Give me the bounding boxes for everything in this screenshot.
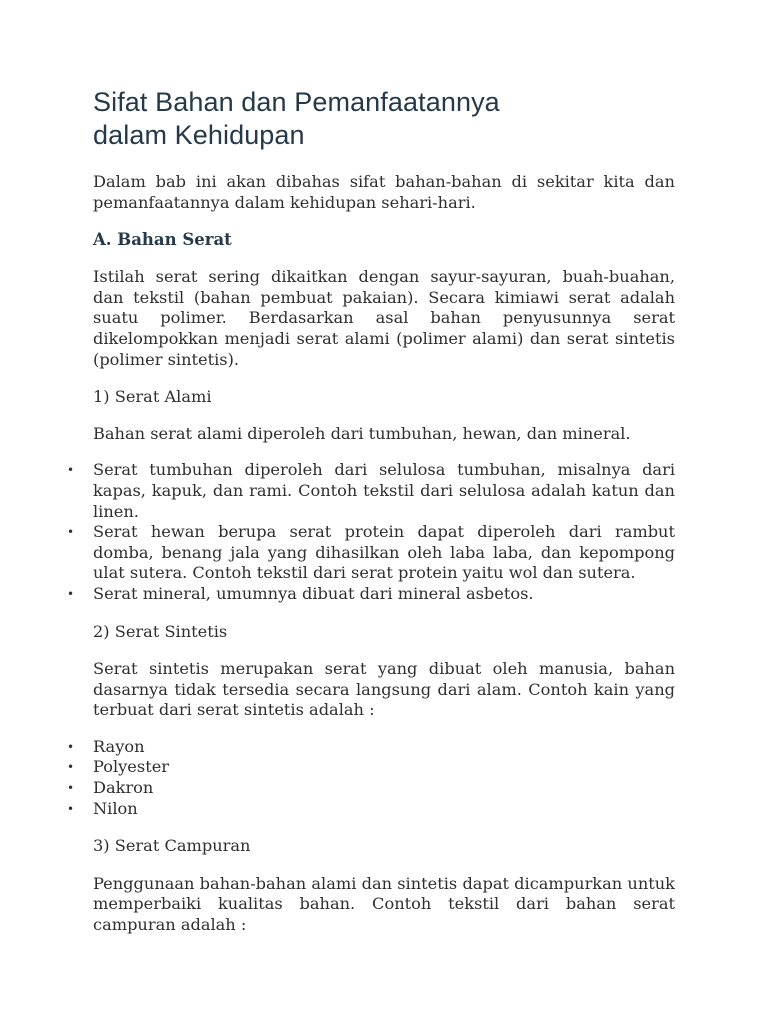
- serat-alami-list: [67, 460, 675, 604]
- list-item: [67, 778, 675, 799]
- serat-alami-paragraph: Bahan serat alami diperoleh dari tumbuhan, hewan, dan mineral.: [93, 423, 631, 443]
- bullet-icon: •: [67, 739, 75, 754]
- list-item-text: Serat mineral, umumnya dibuat dari mineral asbetos.: [93, 583, 534, 603]
- list-item-text: Serat tumbuhan diperoleh dari selulosa tumbuhan, misalnya dari kapas, kapuk, dan rami. Contoh tekstil dari selulosa adalah katun dan linen.: [93, 460, 675, 521]
- bullet-icon: •: [67, 801, 75, 816]
- list-item-text: Serat hewan berupa serat protein dapat diperoleh dari rambut domba, benang jala yang dihasilkan oleh laba laba, dan kepompong ulat sutera. Contoh tekstil dari serat protein yaitu wol dan sutera.: [93, 522, 675, 583]
- list-item: [67, 522, 675, 584]
- document-page: [67, 86, 675, 936]
- serat-sintetis-list: [67, 736, 675, 819]
- bullet-icon: •: [67, 586, 75, 601]
- bullet-icon: •: [67, 525, 75, 540]
- section-heading-bahan-serat: A. Bahan Serat: [93, 230, 232, 250]
- intro-paragraph: Dalam bab ini akan dibahas sifat bahan-bahan di sekitar kita dan pemanfaatannya dalam kehidupan sehari-hari.: [93, 172, 675, 212]
- list-item: [67, 757, 675, 778]
- subheading-serat-campuran: 3) Serat Campuran: [93, 836, 251, 856]
- page-title: [93, 86, 675, 152]
- list-item: [67, 798, 675, 820]
- list-item: [67, 583, 675, 605]
- list-item: [67, 460, 675, 522]
- bullet-icon: •: [67, 760, 75, 775]
- title-line-2: dalam Kehidupan: [93, 120, 305, 150]
- list-item-text: Polyester: [93, 757, 170, 777]
- bullet-icon: •: [67, 463, 75, 478]
- serat-campuran-paragraph: Penggunaan bahan-bahan alami dan sintetis dapat dicampurkan untuk memperbaiki kualitas bahan. Contoh tekstil dari bahan serat campuran adalah :: [93, 873, 675, 935]
- subheading-serat-sintetis: 2) Serat Sintetis: [93, 621, 228, 641]
- title-line-1: Sifat Bahan dan Pemanfaatannya: [93, 87, 500, 117]
- bullet-icon: •: [67, 781, 75, 796]
- serat-sintetis-paragraph: Serat sintetis merupakan serat yang dibuat oleh manusia, bahan dasarnya tidak tersedia secara langsung dari alam. Contoh kain yang terbuat dari serat sintetis adalah :: [93, 659, 675, 720]
- bahan-serat-paragraph: Istilah serat sering dikaitkan dengan sayur-sayuran, buah-buahan, dan tekstil (bahan pembuat pakaian). Secara kimiawi serat adalah suatu polimer. Berdasarkan asal bahan penyusunnya serat dikelompokkan menjadi serat alami (polimer alami) dan serat sintetis (polimer sintetis).: [93, 267, 675, 369]
- list-item-text: Nilon: [93, 798, 138, 818]
- list-item-text: Dakron: [93, 778, 154, 798]
- list-item: [67, 736, 675, 758]
- subheading-serat-alami: 1) Serat Alami: [93, 387, 212, 407]
- list-item-text: Rayon: [93, 736, 145, 756]
